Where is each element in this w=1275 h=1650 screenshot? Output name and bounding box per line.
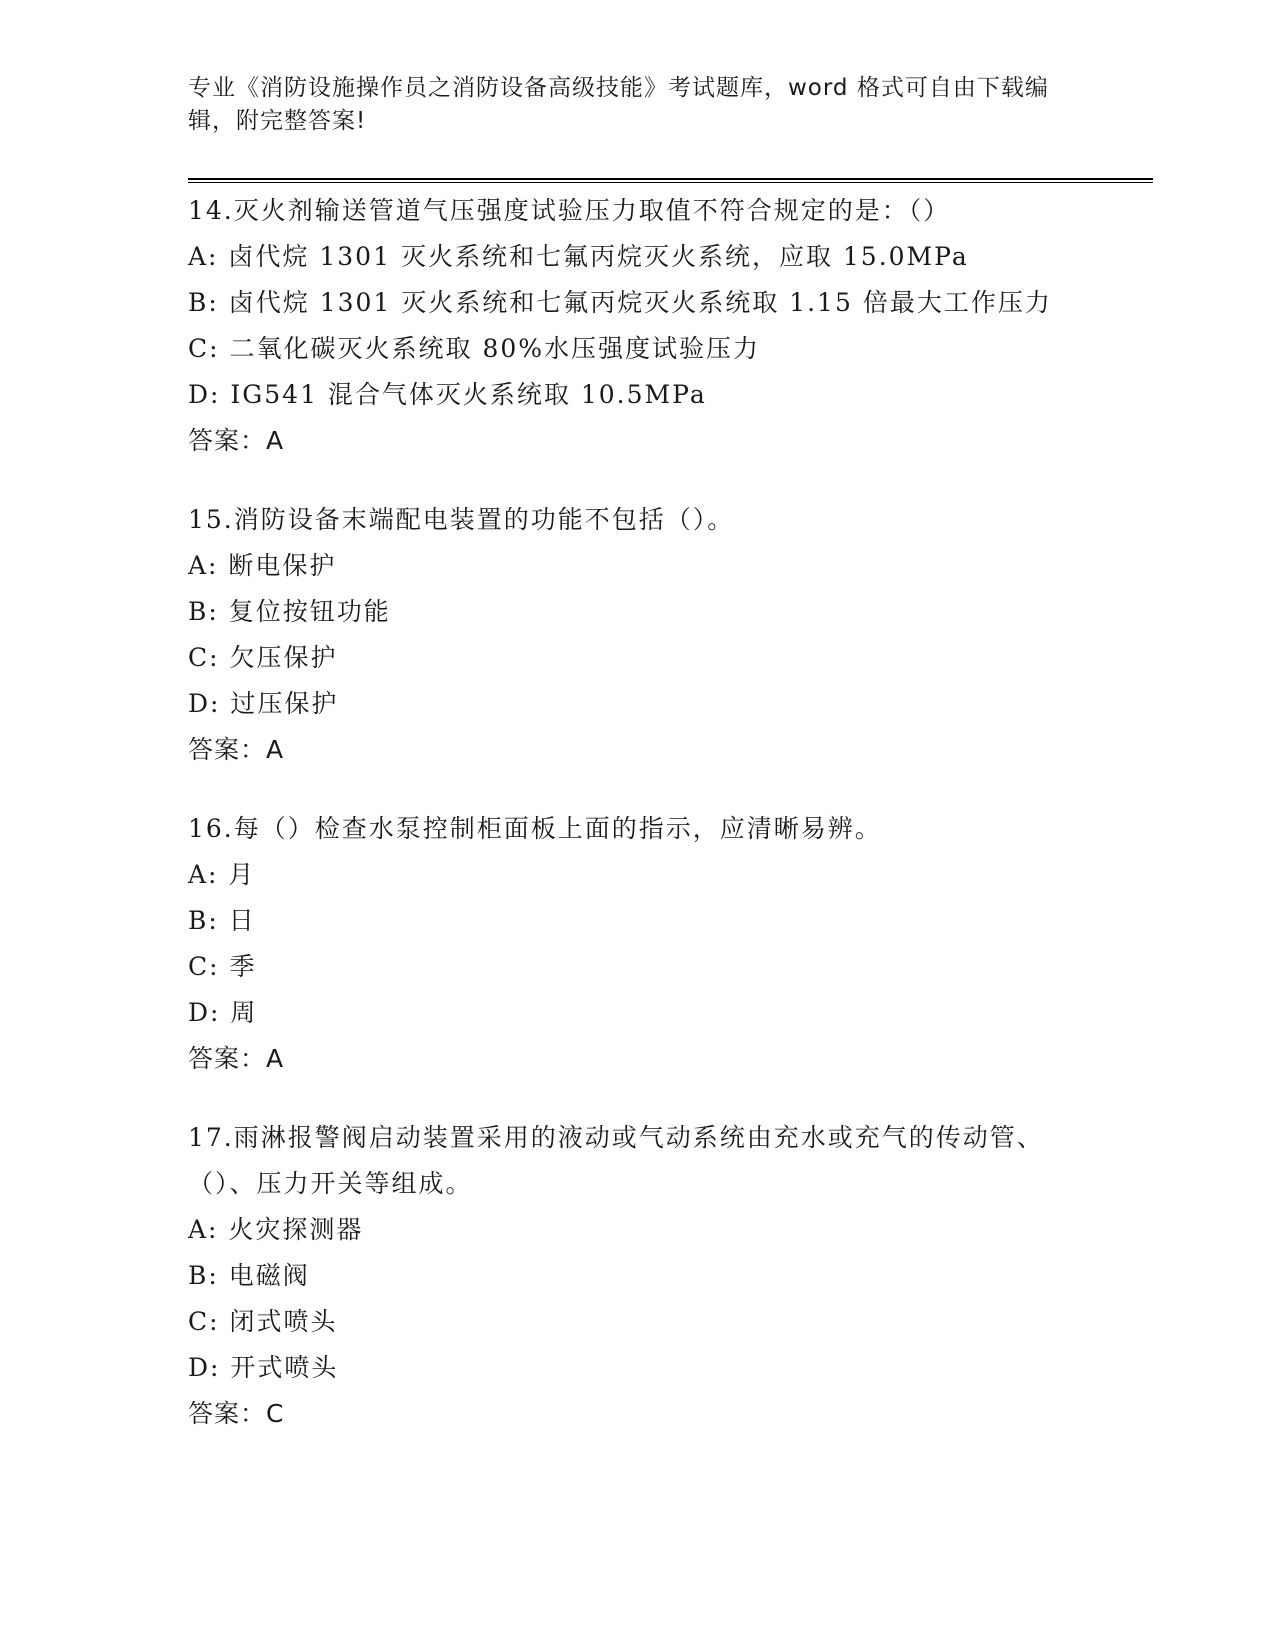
document-header: 专业《消防设施操作员之消防设备高级技能》考试题库，word 格式可自由下载编辑，附完整答案! (188, 75, 1049, 134)
question-stem: 17.雨淋报警阀启动装置采用的液动或气动系统由充水或充气的传动管、（）、压力开关等组成。 (188, 1123, 1044, 1198)
option-c: C: 闭式喷头 (188, 1307, 338, 1336)
header-divider-thick (188, 178, 1153, 180)
answer-line: 答案：A (188, 1044, 285, 1073)
option-d: D: IG541 混合气体灭火系统取 10.5MPa (188, 380, 707, 409)
option-a: A: 火灾探测器 (188, 1215, 364, 1244)
option-b: B: 卤代烷 1301 灭火系统和七氟丙烷灭火系统取 1.15 倍最大工作压力 (188, 288, 1052, 317)
question-14 (188, 188, 1088, 464)
option-b: B: 日 (188, 906, 256, 935)
question-stem: 15.消防设备末端配电装置的功能不包括（）。 (188, 505, 735, 534)
question-17 (188, 1115, 1088, 1437)
option-a: A: 断电保护 (188, 551, 337, 580)
option-a: A: 卤代烷 1301 灭火系统和七氟丙烷灭火系统，应取 15.0MPa (188, 242, 969, 271)
option-c: C: 季 (188, 952, 257, 981)
option-d: D: 过压保护 (188, 689, 339, 718)
answer-line: 答案：C (188, 1399, 285, 1428)
option-d: D: 周 (188, 998, 258, 1027)
answer-line: 答案：A (188, 426, 285, 455)
question-16 (188, 806, 1088, 1082)
header-divider-thin (188, 182, 1153, 183)
question-stem: 16.每（）检查水泵控制柜面板上面的指示，应清晰易辨。 (188, 814, 882, 843)
option-c: C: 二氧化碳灭火系统取 80%水压强度试验压力 (188, 334, 761, 363)
option-b: B: 电磁阀 (188, 1261, 310, 1290)
question-stem: 14.灭火剂输送管道气压强度试验压力取值不符合规定的是：（） (188, 196, 951, 225)
option-c: C: 欠压保护 (188, 643, 338, 672)
option-a: A: 月 (188, 860, 256, 889)
question-list (188, 188, 1088, 1470)
option-b: B: 复位按钮功能 (188, 597, 391, 626)
option-d: D: 开式喷头 (188, 1353, 339, 1382)
question-15 (188, 497, 1088, 773)
answer-line: 答案：A (188, 735, 285, 764)
